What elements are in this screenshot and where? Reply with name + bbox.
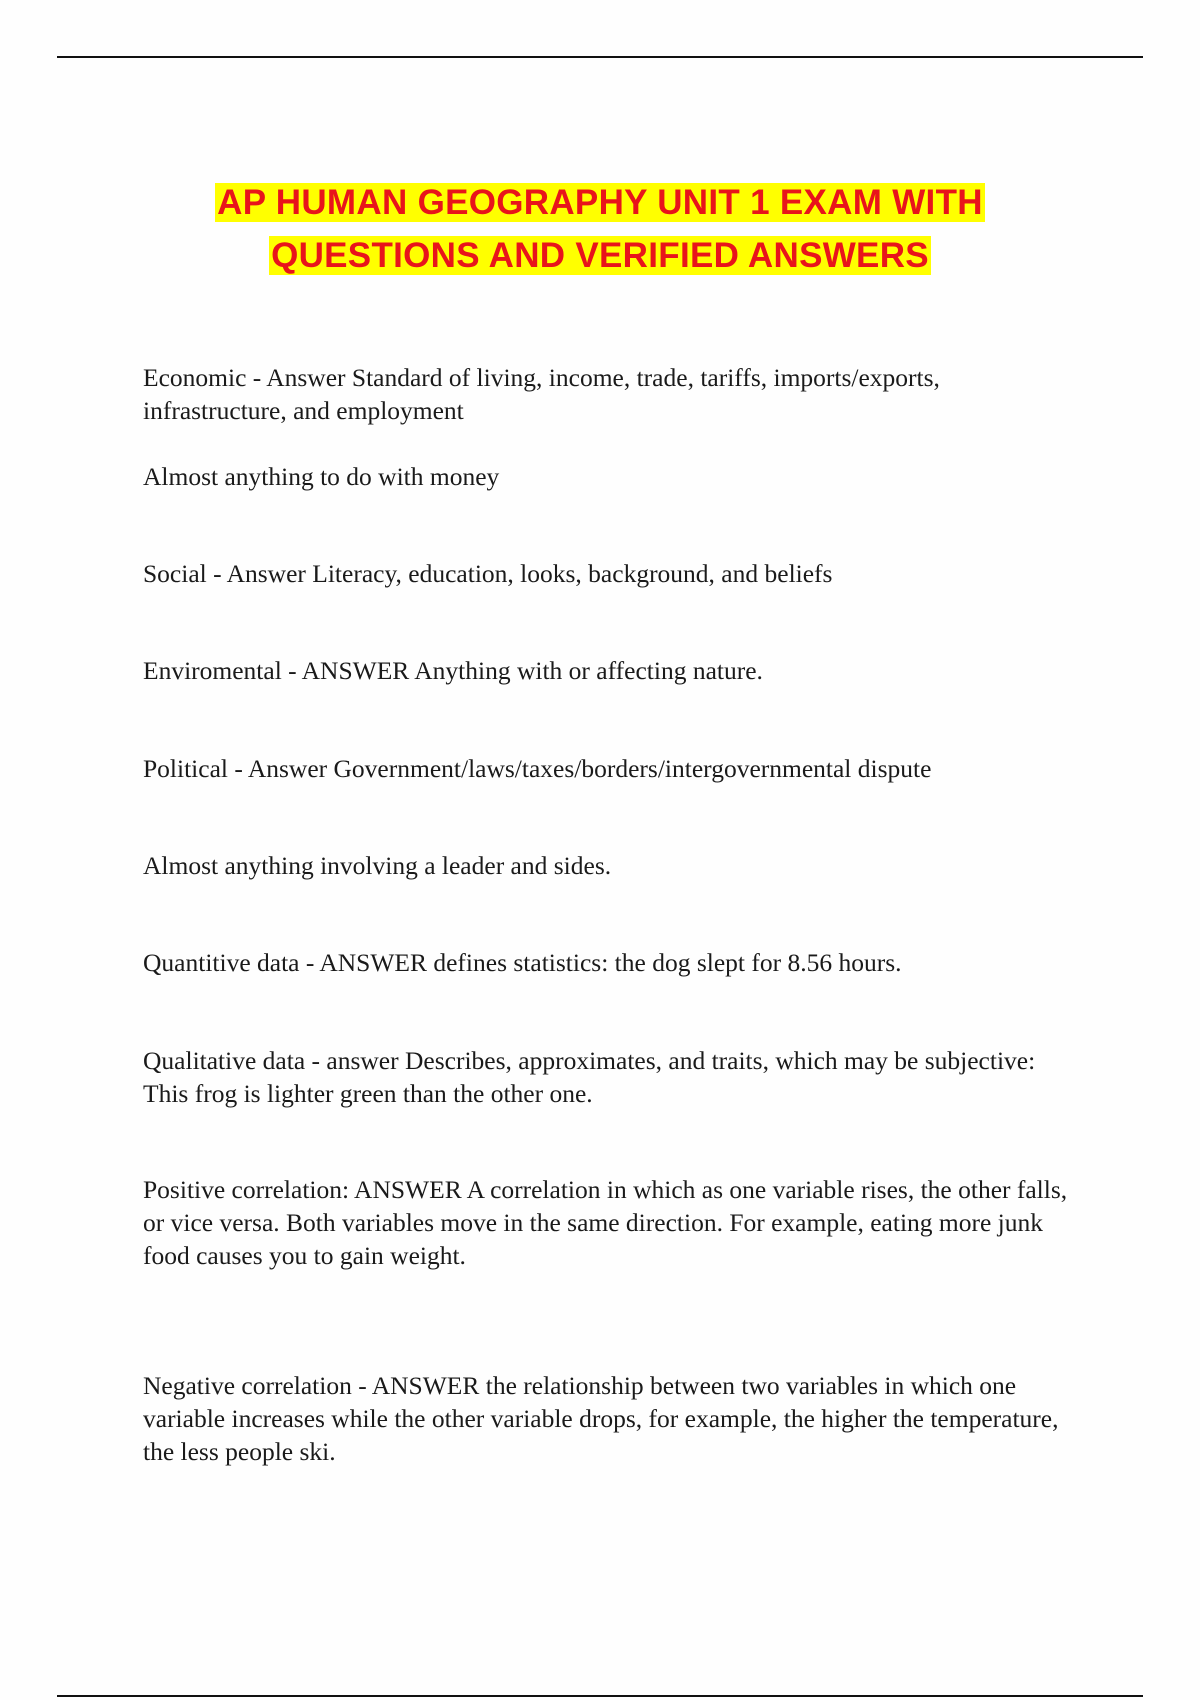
- entry-quantitive-data: Quantitive data - ANSWER defines statistics: the dog slept for 8.56 hours.: [143, 948, 902, 977]
- entry-environmental: Enviromental - ANSWER Anything with or affecting nature.: [143, 656, 763, 685]
- title-line-2: QUESTIONS AND VERIFIED ANSWERS: [271, 236, 929, 275]
- entry-positive-correlation: Positive correlation: ANSWER A correlation in which as one variable rises, the other falls, or vice versa. Both variables move in the same direction. For example, eating more junk food causes you to gain weight.: [143, 1175, 1068, 1270]
- entry-political-note: Almost anything involving a leader and sides.: [143, 851, 612, 880]
- entry-economic: Economic - Answer Standard of living, income, trade, tariffs, imports/exports, infrastructure, and employment: [143, 363, 940, 425]
- title-line-1: AP HUMAN GEOGRAPHY UNIT 1 EXAM WITH: [217, 183, 983, 222]
- top-rule: [57, 56, 1143, 58]
- document-title: [0, 176, 1200, 282]
- entry-political: Political - Answer Government/laws/taxes/borders/intergovernmental dispute: [143, 754, 932, 783]
- entry-economic-note: Almost anything to do with money: [143, 462, 500, 491]
- entry-negative-correlation: Negative correlation - ANSWER the relationship between two variables in which one variable increases while the other variable drops, for example, the higher the temperature, the less people ski.: [143, 1371, 1059, 1466]
- entry-social: Social - Answer Literacy, education, looks, background, and beliefs: [143, 559, 833, 588]
- entry-qualitative-data: Qualitative data - answer Describes, approximates, and traits, which may be subjective: This frog is lighter green than the other one.: [143, 1046, 1036, 1108]
- bottom-rule: [57, 1695, 1143, 1697]
